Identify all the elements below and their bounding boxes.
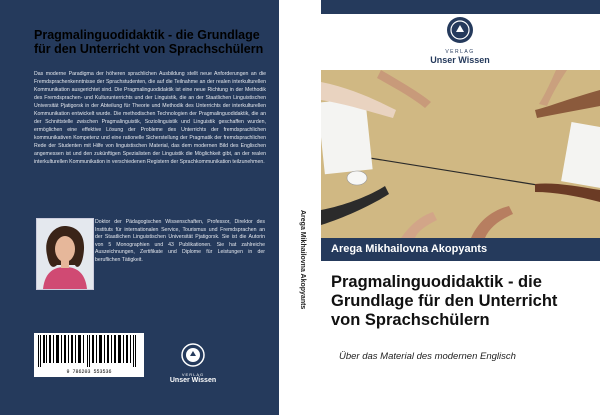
front-author: Arega Mikhailovna Akopyants [331, 243, 488, 255]
author-band [321, 238, 600, 261]
front-publisher-small: VERLAG [445, 49, 475, 55]
back-cover-title: Pragmalinguodidaktik - die Grundlage für den Unterricht von Sprachschülern [34, 28, 264, 56]
front-header-band [321, 0, 600, 14]
back-publisher-small: VERLAG [181, 372, 205, 377]
barcode-number: 9 786203 553536 [66, 369, 112, 375]
barcode [34, 333, 144, 377]
publisher-emblem-icon [446, 16, 474, 44]
spine-author: Arega Mikhailovna Akopyants [299, 210, 306, 310]
spine [279, 0, 321, 415]
cover-photo [321, 70, 600, 238]
front-subtitle: Über das Material des modernen Englisch [339, 351, 516, 362]
back-publisher-logo [148, 343, 238, 384]
back-publisher-name: Unser Wissen [169, 377, 217, 384]
publisher-emblem-icon [181, 343, 205, 367]
front-title: Pragmalinguodidaktik - die Grundlage für den Unterricht von Sprachschülern [331, 273, 558, 329]
author-photo [36, 218, 94, 290]
front-publisher-logo [411, 16, 509, 65]
back-cover-description: Das moderne Paradigma der höheren sprachlichen Ausbildung stellt neue Anforderungen an die Fremdsprachenkenntnisse der Sprachstudenten, die auf die Teilnahme an der realen interkulturellen Kommunikation ausgerichtet sind. Die Pragmalinguodidaktik ist eine neue Richtung in der Methodik des Fremdsprachen- und Kulturunterrichts und der Linguistik, die an der Staatlichen Linguistischen Universität Pjatigorsk in der Abteilung für Theorie und Methodik des Unterrichts der interkulturellen Kommunikation entwickelt wurde. Die methodischen Technologien der Pragmalinguodidaktik, die an der Schnittstelle zwischen Pragmalinguistik, Soziolinguistik und Linguistik geschaffen wurden, ermöglichen eine effektive Lösung der Probleme des Unterrichts der fremdsprachlichen kommunikativen Kompetenz und eine rationelle Sicherstellung der Pragmatik der fremdsprachlichen Rede der Studenten mit Hilfe von linguistischen Material, das dem modernen Bild des Englischen angemessen ist und den zukünftigen Spezialisten der Linguistik die Möglichkeit gibt, an der realen interkulturellen Kommunikation in verschiedenen Registern der Sprachkommunikation teilzunehmen. [34, 71, 266, 165]
author-bio: Doktor der Pädagogischen Wissenschaften, Professor, Direktor des Instituts für internationalen Service, Tourismus und Fremdsprachen an der Staatlichen Linguistischen Universität Pjatigorsk. Sie ist die Autorin von 5 Monographien und 43 Publikationen. Sie hat zahlreiche Auszeichnungen, Zertifikate und Diplome für Leistungen in der beruflichen Tätigkeit. [95, 219, 265, 263]
front-publisher-name: Unser Wissen [430, 55, 490, 65]
